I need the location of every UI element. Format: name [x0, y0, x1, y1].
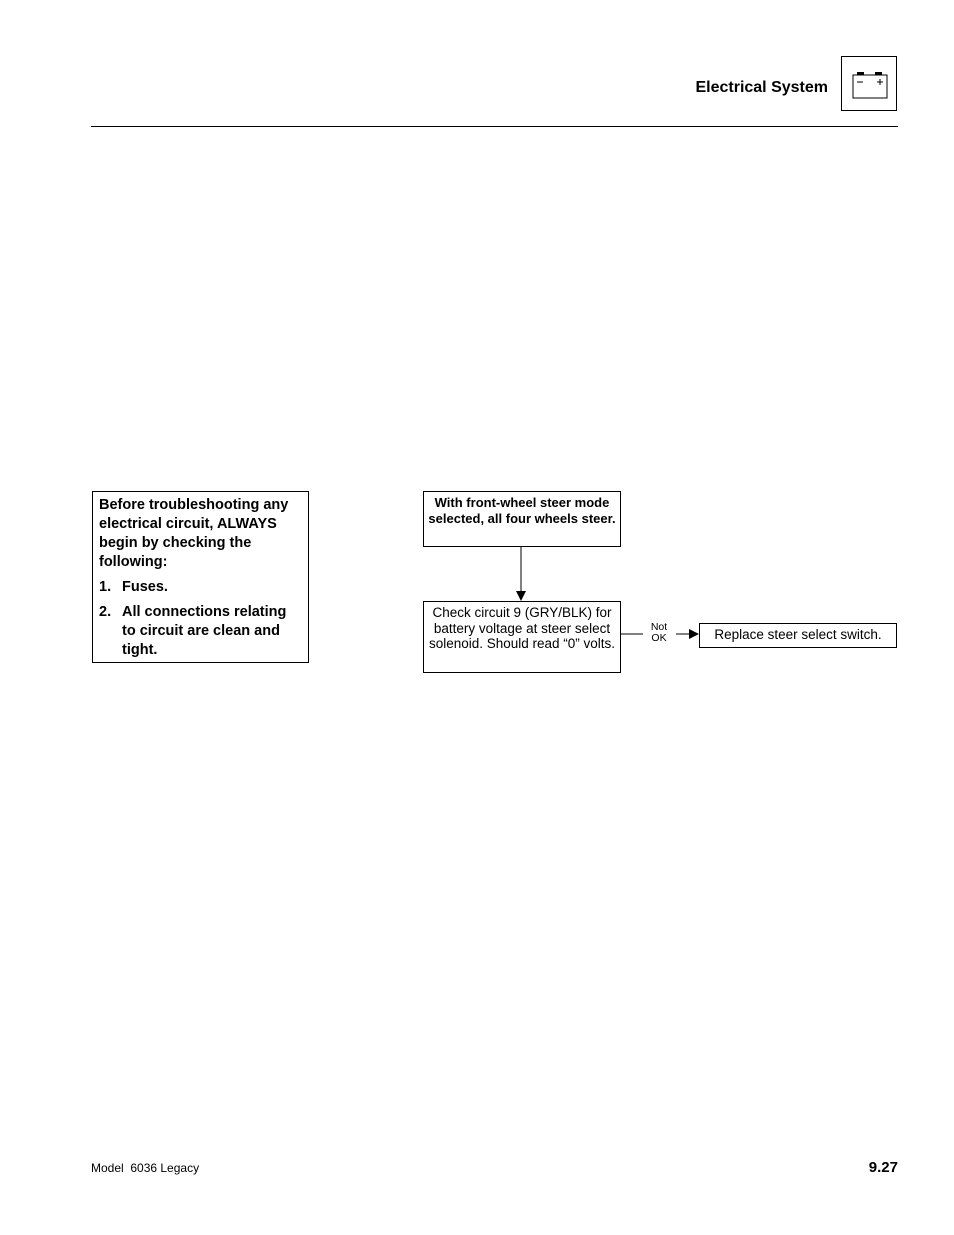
note-item-text: All connections relating to circuit are clean and tight. [122, 604, 287, 658]
not-ok-branch-label [645, 622, 673, 644]
note-item-number: 2. [99, 604, 112, 620]
symptom-box: With front-wheel steer mode selected, all four wheels steer. [423, 491, 621, 547]
footer-model: Model 6036 Legacy [91, 1161, 200, 1175]
note-item-text: Fuses. [122, 579, 168, 595]
action-box: Replace steer select switch. [699, 623, 897, 648]
not-ok-label-line: Not [650, 621, 668, 633]
page-number: 9.27 [868, 1159, 898, 1176]
section-title: Electrical System [695, 79, 828, 96]
not-ok-label-line: OK [651, 632, 667, 644]
check-step-box: Check circuit 9 (GRY/BLK) for battery voltage at steer select solenoid. Should read “0” volts. [423, 601, 621, 673]
note-intro: Before troubleshooting any electrical circuit, ALWAYS begin by checking the following: [99, 497, 289, 570]
note-item-number: 1. [99, 579, 112, 595]
